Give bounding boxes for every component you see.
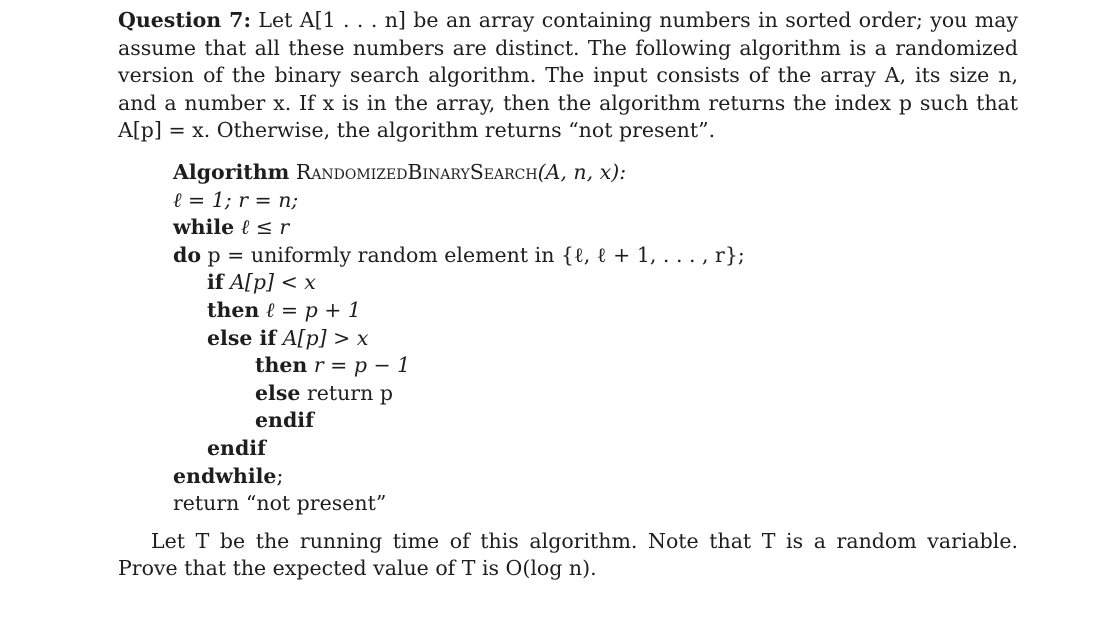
algo-line-text: p = uniformly random element in {ℓ, ℓ + 1, . . . , r};	[201, 242, 745, 267]
algo-line-text: r = p − 1	[307, 353, 411, 378]
algo-line-then	[173, 297, 1018, 325]
closing-text: Let T be the running time of this algorithm. Note that T is a random variable. Prove that the expected value of T is O(log n).	[118, 528, 1018, 581]
algo-line-else-if	[173, 325, 1018, 353]
algo-line-then-inner	[173, 352, 1018, 380]
algo-keyword: endif	[255, 408, 314, 433]
algo-keyword: endwhile	[173, 463, 277, 488]
algorithm-args: (A, n, x):	[537, 159, 627, 184]
algorithm-block	[173, 159, 1018, 518]
algorithm-header	[173, 159, 1018, 187]
algo-keyword: endif	[207, 435, 266, 460]
question-paragraph	[118, 7, 1018, 145]
algorithm-name: RandomizedBinarySearch	[295, 159, 538, 184]
algo-line-text: ;	[276, 463, 284, 488]
algo-line-text: A[p] > x	[276, 325, 369, 350]
algo-line-do	[173, 242, 1018, 270]
algo-keyword: else if	[207, 325, 277, 350]
algo-line-else	[173, 380, 1018, 408]
algo-line-while	[173, 214, 1018, 242]
algo-keyword: then	[207, 297, 260, 322]
algo-line-text: return p	[300, 380, 393, 405]
algo-line-text: ℓ = 1; r = n;	[173, 187, 299, 212]
algo-line-text: ℓ = p + 1	[259, 297, 361, 322]
question-text: Let A[1 . . . n] be an array containing numbers in sorted order; you may assume that all these numbers are distinct. The following algorithm is a randomized version of the binary search algorithm. The input consists of the array A, its size n, and a number x. If x is in the array, then the algorithm returns the index p such that A[p] = x. Otherwise, the algorithm returns “not present”.	[118, 8, 1018, 143]
question-label: Question 7:	[118, 8, 252, 32]
algo-line-init	[173, 187, 1018, 215]
algo-line-text: return “not present”	[173, 491, 387, 516]
algo-keyword: do	[173, 242, 202, 267]
algo-keyword: else	[255, 380, 301, 405]
algo-line-endif	[173, 435, 1018, 463]
algo-keyword: if	[207, 270, 224, 295]
algo-line-if	[173, 269, 1018, 297]
algorithm-keyword: Algorithm	[173, 159, 290, 184]
algo-keyword: then	[255, 353, 308, 378]
algo-keyword: while	[173, 215, 235, 240]
algo-line-text: ℓ ≤ r	[234, 215, 290, 240]
algo-line-text: A[p] < x	[223, 270, 316, 295]
algo-line-endif-inner	[173, 407, 1018, 435]
closing-paragraph	[118, 528, 1018, 583]
algo-line-return	[173, 490, 1018, 518]
algo-line-endwhile	[173, 463, 1018, 491]
question-page	[118, 7, 1018, 583]
